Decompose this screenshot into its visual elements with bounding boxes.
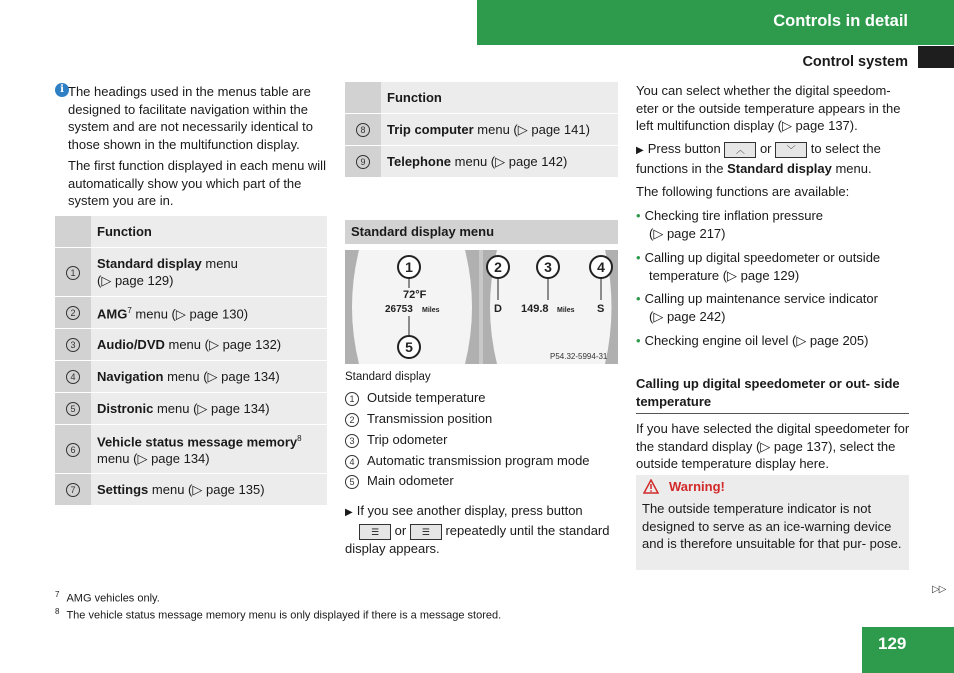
subsection-heading: Calling up digital speedometer or out- side temperature xyxy=(636,375,909,414)
function-name: Navigation xyxy=(97,368,164,384)
footnote: $^7$ AMG vehicles only. xyxy=(55,590,160,605)
page-ref: menu (▷ page 134) xyxy=(97,451,210,467)
table-row: 7 Settings menu (▷ page 135) xyxy=(55,473,327,505)
display-menu-button-icon: ☰ xyxy=(359,524,391,540)
info-note-para1: The headings used in the menus table are designed to facilitate navigation within the system and are not necessarily identical to those shown in the multifunction display. xyxy=(68,84,313,152)
menu-table-2 xyxy=(345,82,618,178)
warning-triangle-icon xyxy=(643,479,659,494)
standard-display-figure xyxy=(345,250,618,364)
callout-2 xyxy=(487,256,509,278)
section-title: Control system xyxy=(802,54,908,70)
info-note xyxy=(68,83,330,210)
press-button-instruction: ▶ Press button ︿ or ﹀ to select the functions in the Standard display menu. xyxy=(636,141,881,176)
callout-1 xyxy=(398,256,420,278)
svg-text:5: 5 xyxy=(405,339,413,355)
callout-number: 3 xyxy=(66,338,80,352)
intro-paragraph: You can select whether the digital speedom- eter or the outside temperature appears in the left multifunction display (▷ page 137). xyxy=(636,83,901,133)
function-name: Vehicle status message memory xyxy=(97,434,298,450)
list-item: • Checking engine oil level (▷ page 205) xyxy=(636,333,869,348)
section-tab-marker xyxy=(918,46,954,68)
table-row: 4 Navigation menu (▷ page 134) xyxy=(55,360,327,392)
legend-item: 2 Transmission position xyxy=(345,410,492,427)
callout-number: 7 xyxy=(66,483,80,497)
table-row: 5 Distronic menu (▷ page 134) xyxy=(55,392,327,424)
display-menu-button-icon-2: ☰ xyxy=(410,524,442,540)
figure-reference: P54.32-5994-31 xyxy=(550,352,608,361)
odometer-readout: 26753 xyxy=(385,304,413,315)
table-row: 3 Audio/DVD menu (▷ page 132) xyxy=(55,328,327,360)
up-button-icon: ︿ xyxy=(724,142,756,158)
svg-text:4: 4 xyxy=(597,259,605,275)
step-arrow-icon: ▶ xyxy=(345,507,353,518)
continued-arrow-icon: ▷▷ xyxy=(932,584,946,595)
page-number: 129 xyxy=(878,634,907,653)
list-item: • Checking tire inflation pressure (▷ page 217) xyxy=(636,208,824,241)
trip-readout: 149.8 xyxy=(521,303,549,315)
list-item: • Calling up digital speedometer or outside temperature (▷ page 129) xyxy=(636,250,881,283)
function-name: AMG xyxy=(97,306,128,322)
table-row: 1 Standard display menu (▷ page 129) xyxy=(55,247,327,296)
callout-3 xyxy=(537,256,559,278)
table-row: 8 Trip computer menu (▷ page 141) xyxy=(345,113,618,145)
legend-item: 5 Main odometer xyxy=(345,472,454,489)
table-header-function: Function xyxy=(91,216,327,247)
warning-title: Warning! xyxy=(669,479,725,494)
svg-text:3: 3 xyxy=(544,259,552,275)
footnote: $^8$ The vehicle status message memory menu is only displayed if there is a message stored. xyxy=(55,607,502,622)
step-arrow-icon: ▶ xyxy=(636,145,644,156)
gear-indicator: D xyxy=(494,303,502,315)
table-header-function: Function xyxy=(381,82,618,113)
callout-number: 5 xyxy=(66,402,80,416)
function-name: Settings xyxy=(97,481,149,497)
callout-number: 4 xyxy=(66,370,80,384)
function-name: Trip computer xyxy=(387,121,474,137)
odometer-unit: Miles xyxy=(422,307,440,314)
footnote-ref: 8 xyxy=(297,433,302,443)
temperature-readout: 72°F xyxy=(403,289,427,301)
callout-5 xyxy=(398,336,420,358)
function-name: Standard display xyxy=(97,255,202,271)
chapter-title: Controls in detail xyxy=(773,12,908,30)
down-button-icon: ﹀ xyxy=(775,142,807,158)
info-note-para2: The first function displayed in each menu will automatically show you which part of the system you are in. xyxy=(68,158,326,208)
footnote-ref: 7 xyxy=(127,305,132,315)
page-ref: (▷ page 129) xyxy=(97,272,174,288)
callout-number: 8 xyxy=(356,123,370,137)
warning-text: The outside temperature indicator is not designed to serve as an ice-warning device and is therefore unsuitable for that pur- pose. xyxy=(642,501,902,551)
table-header-row xyxy=(55,216,327,247)
function-name: Distronic xyxy=(97,400,154,416)
callout-4 xyxy=(590,256,612,278)
table-row: 2 AMG$^7$ menu (▷ page 130) xyxy=(55,296,327,328)
legend-item: 1 Outside temperature xyxy=(345,389,486,406)
table-header-row xyxy=(345,82,618,113)
page-number-box xyxy=(862,627,954,673)
svg-text:2: 2 xyxy=(494,259,502,275)
svg-text:1: 1 xyxy=(405,259,413,275)
menu-table-1 xyxy=(55,216,327,506)
legend-item: 4 Automatic transmission program mode xyxy=(345,452,590,469)
list-item: • Calling up maintenance service indicator (▷ page 242) xyxy=(636,291,878,324)
callout-number: 2 xyxy=(66,306,80,320)
function-name: Audio/DVD xyxy=(97,336,165,352)
standard-display-heading: Standard display menu xyxy=(345,220,618,244)
table-row xyxy=(55,424,327,473)
callout-number: 9 xyxy=(356,155,370,169)
function-name: Telephone xyxy=(387,153,452,169)
table-row: 9 Telephone menu (▷ page 142) xyxy=(345,145,618,177)
display-instruction: ▶ If you see another display, press button ☰ or ☰ repeatedly until the standard display appears. xyxy=(345,503,610,556)
program-mode-indicator: S xyxy=(597,303,605,315)
info-icon: i xyxy=(55,83,69,97)
legend-item: 3 Trip odometer xyxy=(345,431,447,448)
callout-number: 6 xyxy=(66,443,80,457)
callout-number: 1 xyxy=(66,266,80,280)
subsection-paragraph: If you have selected the digital speedometer for the standard display (▷ page 137), select the outside temperature display here. xyxy=(636,421,910,471)
figure-caption: Standard display xyxy=(345,371,431,383)
available-functions-label: The following functions are available: xyxy=(636,184,850,199)
trip-unit: Miles xyxy=(557,307,575,314)
